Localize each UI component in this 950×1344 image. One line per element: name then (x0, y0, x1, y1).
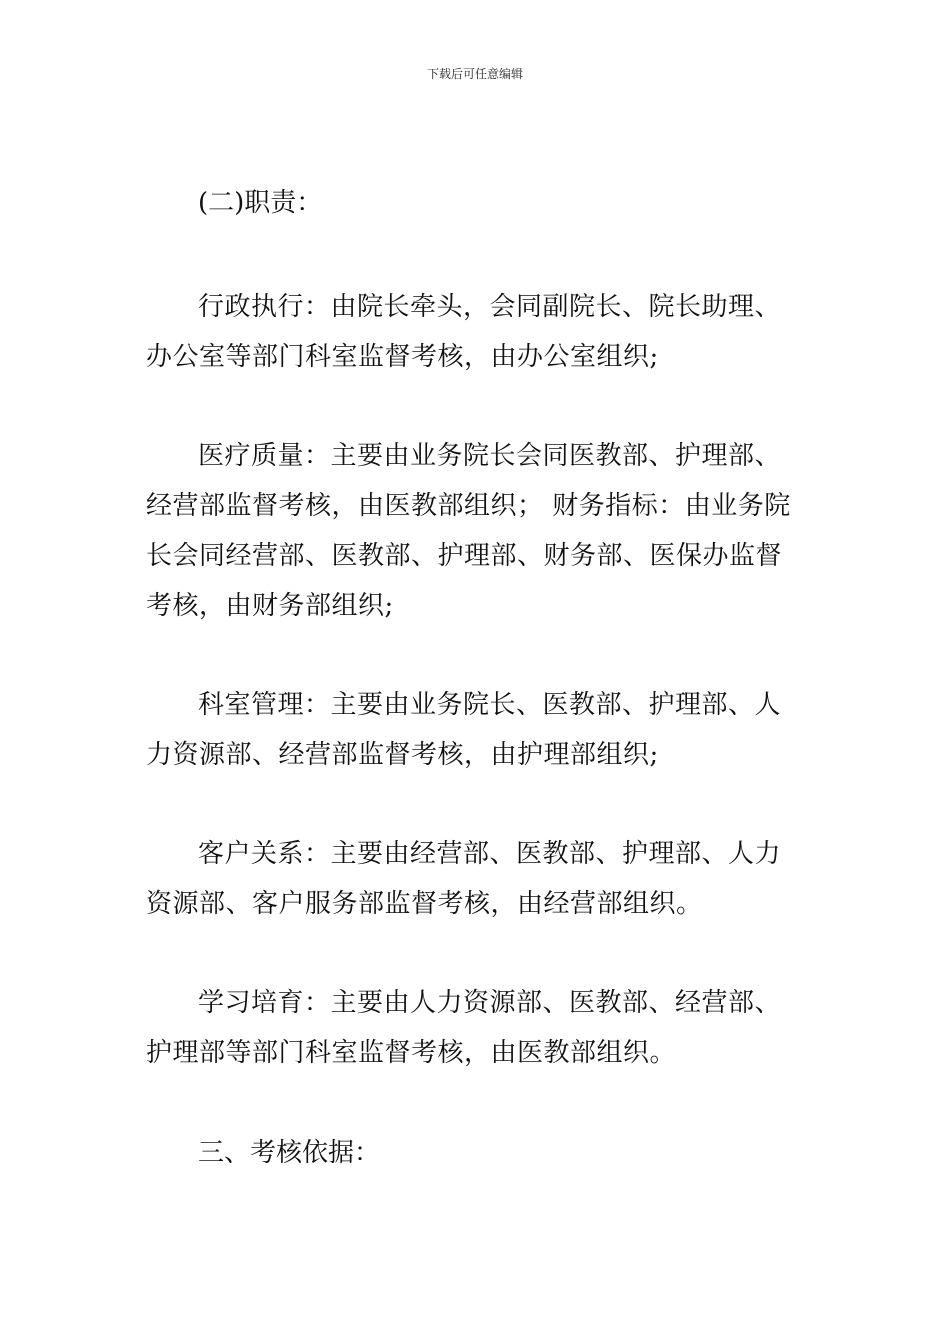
paragraph-medical-quality: 医疗质量：主要由业务院长会同医教部、护理部、经营部监督考核，由医教部组织； 财务指标：由业务院长会同经营部、医教部、护理部、财务部、医保办监督考核，由财务部组织; (146, 441, 791, 621)
paragraph-customer-relations: 客户关系：主要由经营部、医教部、护理部、人力资源部、客户服务部监督考核，由经营部组织。 (146, 839, 782, 919)
paragraph-admin-execution: 行政执行：由院长牵头，会同副院长、院长助理、办公室等部门科室监督考核，由办公室组织; (146, 292, 782, 372)
section-heading-basis: 三、考核依据： (198, 1138, 381, 1168)
document-body (146, 178, 806, 1178)
section-heading-duties: (二)职责： (198, 188, 323, 218)
paragraph-department-management: 科室管理：主要由业务院长、医教部、护理部、人力资源部、经营部监督考核，由护理部组织; (146, 690, 782, 770)
page-header: 下载后可任意编辑 (426, 67, 523, 81)
paragraph-learning-training: 学习培育：主要由人力资源部、医教部、经营部、护理部等部门科室监督考核，由医教部组织。 (146, 988, 782, 1068)
